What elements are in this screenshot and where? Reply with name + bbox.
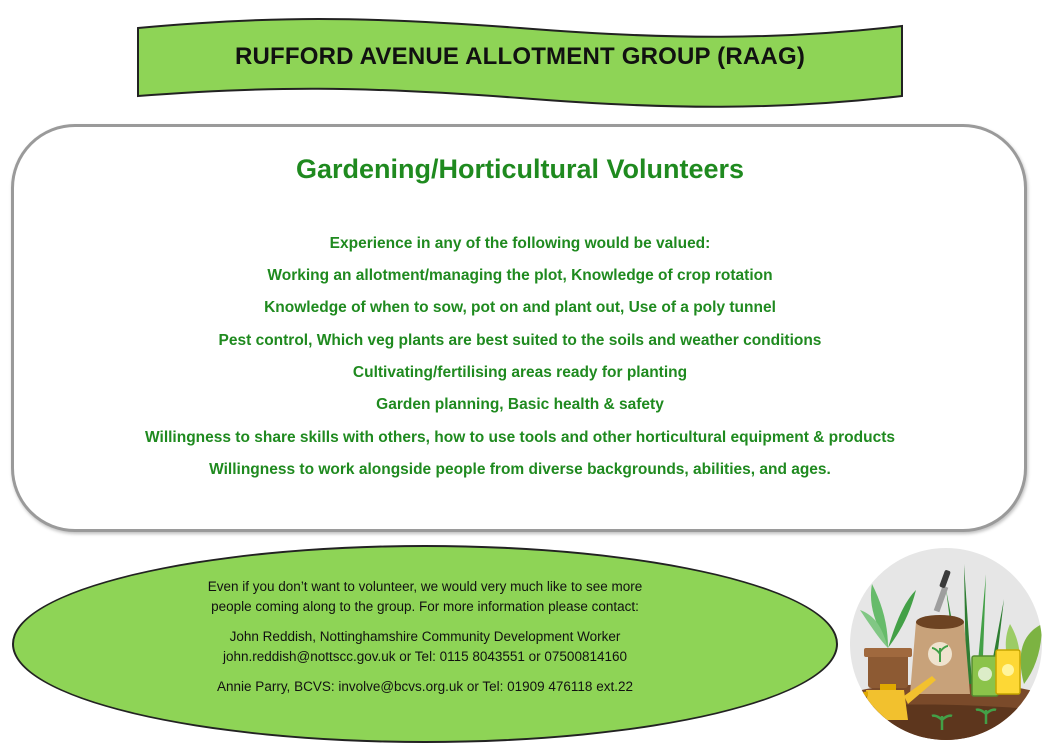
banner-title: RUFFORD AVENUE ALLOTMENT GROUP (RAAG): [234, 43, 806, 70]
experience-item: Garden planning, Basic health & safety: [376, 396, 664, 413]
experience-item: Cultivating/fertilising areas ready for planting: [352, 364, 688, 381]
contact-intro-line: people coming along to the group. For more information please contact:: [211, 599, 639, 614]
contact-intro-line: Even if you don’t want to volunteer, we would very much like to see more: [207, 579, 643, 594]
experience-item: Willingness to work alongside people from diverse backgrounds, abilities, and ages.: [209, 461, 831, 478]
contact-john-details: john.reddish@nottscc.gov.uk or Tel: 0115 8043551 or 07500814160: [223, 649, 627, 664]
experience-item: Working an allotment/managing the plot, Knowledge of crop rotation: [267, 267, 773, 284]
contact-john-name: John Reddish, Nottinghamshire Community Development Worker: [229, 629, 621, 644]
experience-item: Pest control, Which veg plants are best suited to the soils and weather conditions: [218, 332, 822, 349]
experience-intro: Experience in any of the following would be valued:: [329, 235, 711, 252]
experience-item: Knowledge of when to sow, pot on and plant out, Use of a poly tunnel: [264, 299, 776, 316]
gardening-illustration: [846, 544, 1046, 744]
contact-annie-details: Annie Parry, BCVS: involve@bcvs.org.uk or Tel: 01909 476118 ext.22: [217, 679, 633, 694]
experience-item: Willingness to share skills with others, how to use tools and other horticultural equipment & products: [145, 429, 895, 446]
panel-title: Gardening/Horticultural Volunteers: [295, 154, 745, 184]
